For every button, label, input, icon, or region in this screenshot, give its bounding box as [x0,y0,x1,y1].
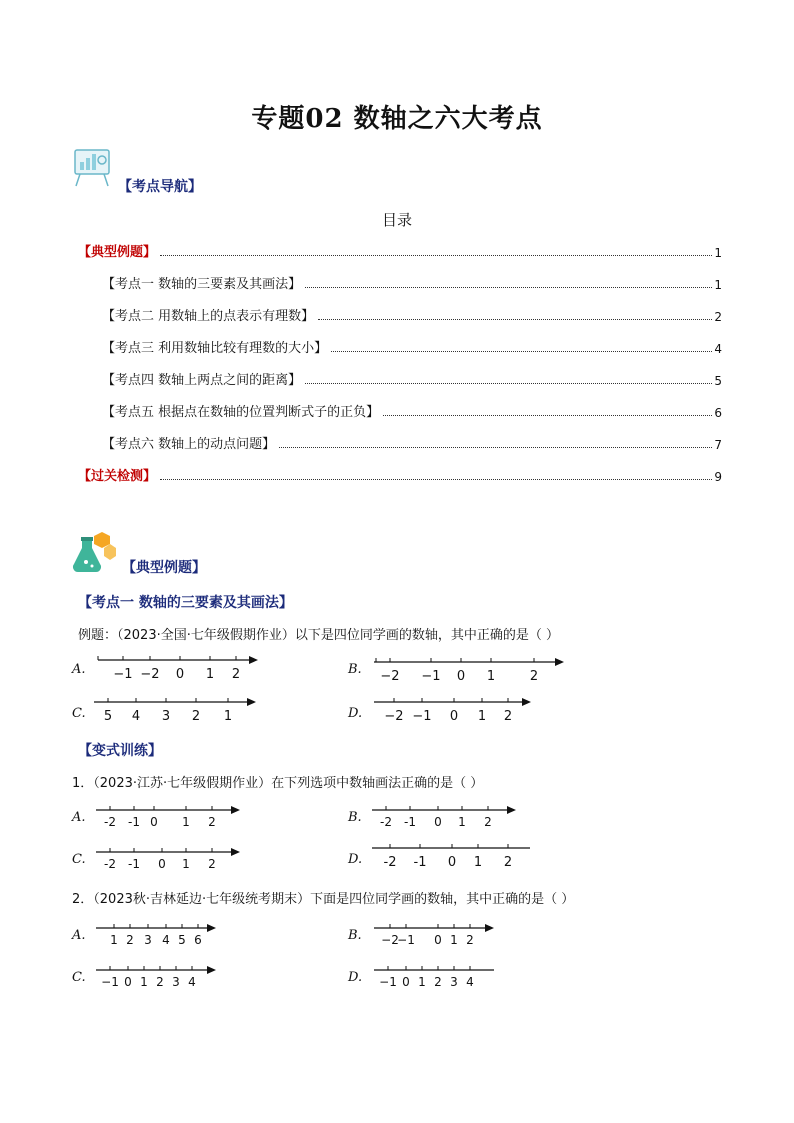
tick-label: 5 [178,933,186,947]
tick-label: −2 [381,933,399,947]
option-letter[interactable]: A. [72,928,86,943]
board-icon [72,148,114,192]
tick-label: −1 [421,669,441,684]
tick-label: 1 [140,975,148,989]
option-letter[interactable]: D. [348,706,363,721]
tick-label: 1 [458,815,466,829]
tick-label: 1 [450,933,458,947]
axis-arrow [247,698,256,706]
axis-arrow [555,658,564,666]
tick-label: 5 [103,709,113,724]
option-letter[interactable]: B. [348,662,362,677]
option-letter[interactable]: D. [348,852,363,867]
tick-label: −1 [397,933,415,947]
tick-label: 0 [434,933,442,947]
nav-label: 【考点导航】 [118,179,202,195]
tick-label: 0 [158,857,166,871]
tick-label: 1 [182,857,190,871]
tick-label: −2 [384,709,404,724]
toc-item-page: 2 [714,310,722,324]
option-letter[interactable]: A. [72,810,86,825]
tick-label: 0 [456,669,466,684]
number-line [88,692,268,728]
number-line [366,692,546,728]
toc-item[interactable] [78,464,722,484]
tick-label: 0 [175,667,185,682]
axis-arrow [485,924,494,932]
tick-label: 0 [124,975,132,989]
tick-label: 2 [231,667,241,682]
tick-label: 4 [162,933,170,947]
number-line [366,800,526,834]
tick-label: 2 [208,815,216,829]
toc-item-page: 4 [714,342,722,356]
toc-item[interactable] [102,304,722,324]
option-letter[interactable]: C. [72,970,86,985]
tick-label: 3 [172,975,180,989]
tick-label: 2 [466,933,474,947]
variant-label: 【变式训练】 [78,743,162,759]
option-letter[interactable]: A. [72,662,86,677]
tick-label: 3 [450,975,458,989]
tick-label: 2 [126,933,134,947]
toc-item-page: 1 [714,246,722,260]
tick-label: 2 [191,709,201,724]
toc-item-label: 【过关检测】 [78,469,157,484]
toc-leader-dots [305,287,712,288]
section-label: 【典型例题】 [122,560,206,576]
toc-item-label: 【典型例题】 [78,245,157,260]
axis-arrow [522,698,531,706]
toc-leader-dots [331,351,712,352]
tick-label: 2 [503,855,513,870]
axis-arrow [207,924,216,932]
toc-item-page: 6 [714,406,722,420]
example-question: 例题：（2023·全国·七年级假期作业）以下是四位同学画的数轴，其中正确的是（ ） [78,628,559,643]
toc-item-label: 【考点三 利用数轴比较有理数的大小】 [102,341,328,356]
number-line [366,650,576,686]
tick-label: 0 [434,815,442,829]
option-letter[interactable]: C. [72,706,86,721]
flask-icon [72,530,118,578]
tick-label: -2 [383,855,397,870]
toc-leader-dots [160,255,712,256]
tick-label: 0 [449,709,459,724]
axis-arrow [207,966,216,974]
toc-item[interactable] [102,432,722,452]
tick-label: 1 [473,855,483,870]
toc-leader-dots [305,383,712,384]
axis-arrow [231,848,240,856]
tick-label: -1 [413,855,427,870]
toc-item[interactable] [102,368,722,388]
number-line [92,960,222,994]
tick-label: 4 [188,975,196,989]
toc-item-page: 1 [714,278,722,292]
toc-item-page: 7 [714,438,722,452]
tick-label: 2 [156,975,164,989]
tick-label: 4 [131,709,141,724]
toc-item-label: 【考点五 根据点在数轴的位置判断式子的正负】 [102,405,380,420]
toc-item[interactable] [78,240,722,260]
number-line [90,842,250,876]
tick-label: 3 [144,933,152,947]
axis-arrow [249,656,258,664]
tick-label: 0 [447,855,457,870]
toc-leader-dots [279,447,712,448]
question-1: 1．（2023·江苏·七年级假期作业）在下列选项中数轴画法正确的是（ ） [72,776,484,791]
tick-label: -2 [380,815,392,829]
question-2: 2．（2023秋·吉林延边·七年级统考期末）下面是四位同学画的数轴，其中正确的是（ ） [72,892,575,907]
axis-arrow [507,806,516,814]
tick-label: 2 [434,975,442,989]
tick-label: 1 [477,709,487,724]
tick-label: −2 [380,669,400,684]
toc-heading: 目录 [381,211,412,229]
tick-label: 1 [110,933,118,947]
tick-label: 1 [223,709,233,724]
toc-item[interactable] [102,400,722,420]
tick-label: -1 [128,857,140,871]
tick-label: 0 [150,815,158,829]
tick-label: 2 [503,709,513,724]
tick-label: −1 [379,975,397,989]
toc-item-label: 【考点六 数轴上的动点问题】 [102,437,276,452]
tick-label: -1 [404,815,416,829]
axis-arrow [231,806,240,814]
toc-item[interactable] [102,272,722,292]
number-line [366,840,536,874]
option-letter[interactable]: B. [348,928,362,943]
number-line [90,800,250,834]
tick-label: 0 [402,975,410,989]
tick-label: -2 [104,857,116,871]
tick-label: −1 [412,709,432,724]
toc-item-label: 【考点二 用数轴上的点表示有理数】 [102,309,315,324]
number-line [88,650,268,686]
toc-item-label: 【考点四 数轴上两点之间的距离】 [102,373,302,388]
kaodian-label: 【考点一 数轴的三要素及其画法】 [78,595,293,611]
tick-label: 1 [182,815,190,829]
tick-label: −1 [113,667,133,682]
tick-label: 4 [466,975,474,989]
number-line [92,918,222,952]
toc-leader-dots [318,319,712,320]
tick-label: −2 [140,667,160,682]
toc-item[interactable] [102,336,722,356]
tick-label: 2 [208,857,216,871]
toc-item-page: 5 [714,374,722,388]
tick-label: 1 [418,975,426,989]
toc-item-page: 9 [714,470,722,484]
option-letter[interactable]: D. [348,970,363,985]
page-title: 专题02 数轴之六大考点 [251,104,543,134]
tick-label: 6 [194,933,202,947]
toc-leader-dots [383,415,712,416]
option-letter[interactable]: B. [348,810,362,825]
number-line [370,918,500,952]
tick-label: 2 [484,815,492,829]
tick-label: 1 [486,669,496,684]
tick-label: 3 [161,709,171,724]
tick-label: 2 [529,669,539,684]
tick-label: 1 [205,667,215,682]
tick-label: -2 [104,815,116,829]
toc-item-label: 【考点一 数轴的三要素及其画法】 [102,277,302,292]
tick-label: -1 [128,815,140,829]
option-letter[interactable]: C. [72,852,86,867]
number-line [370,960,500,994]
tick-label: −1 [101,975,119,989]
toc-leader-dots [160,479,712,480]
